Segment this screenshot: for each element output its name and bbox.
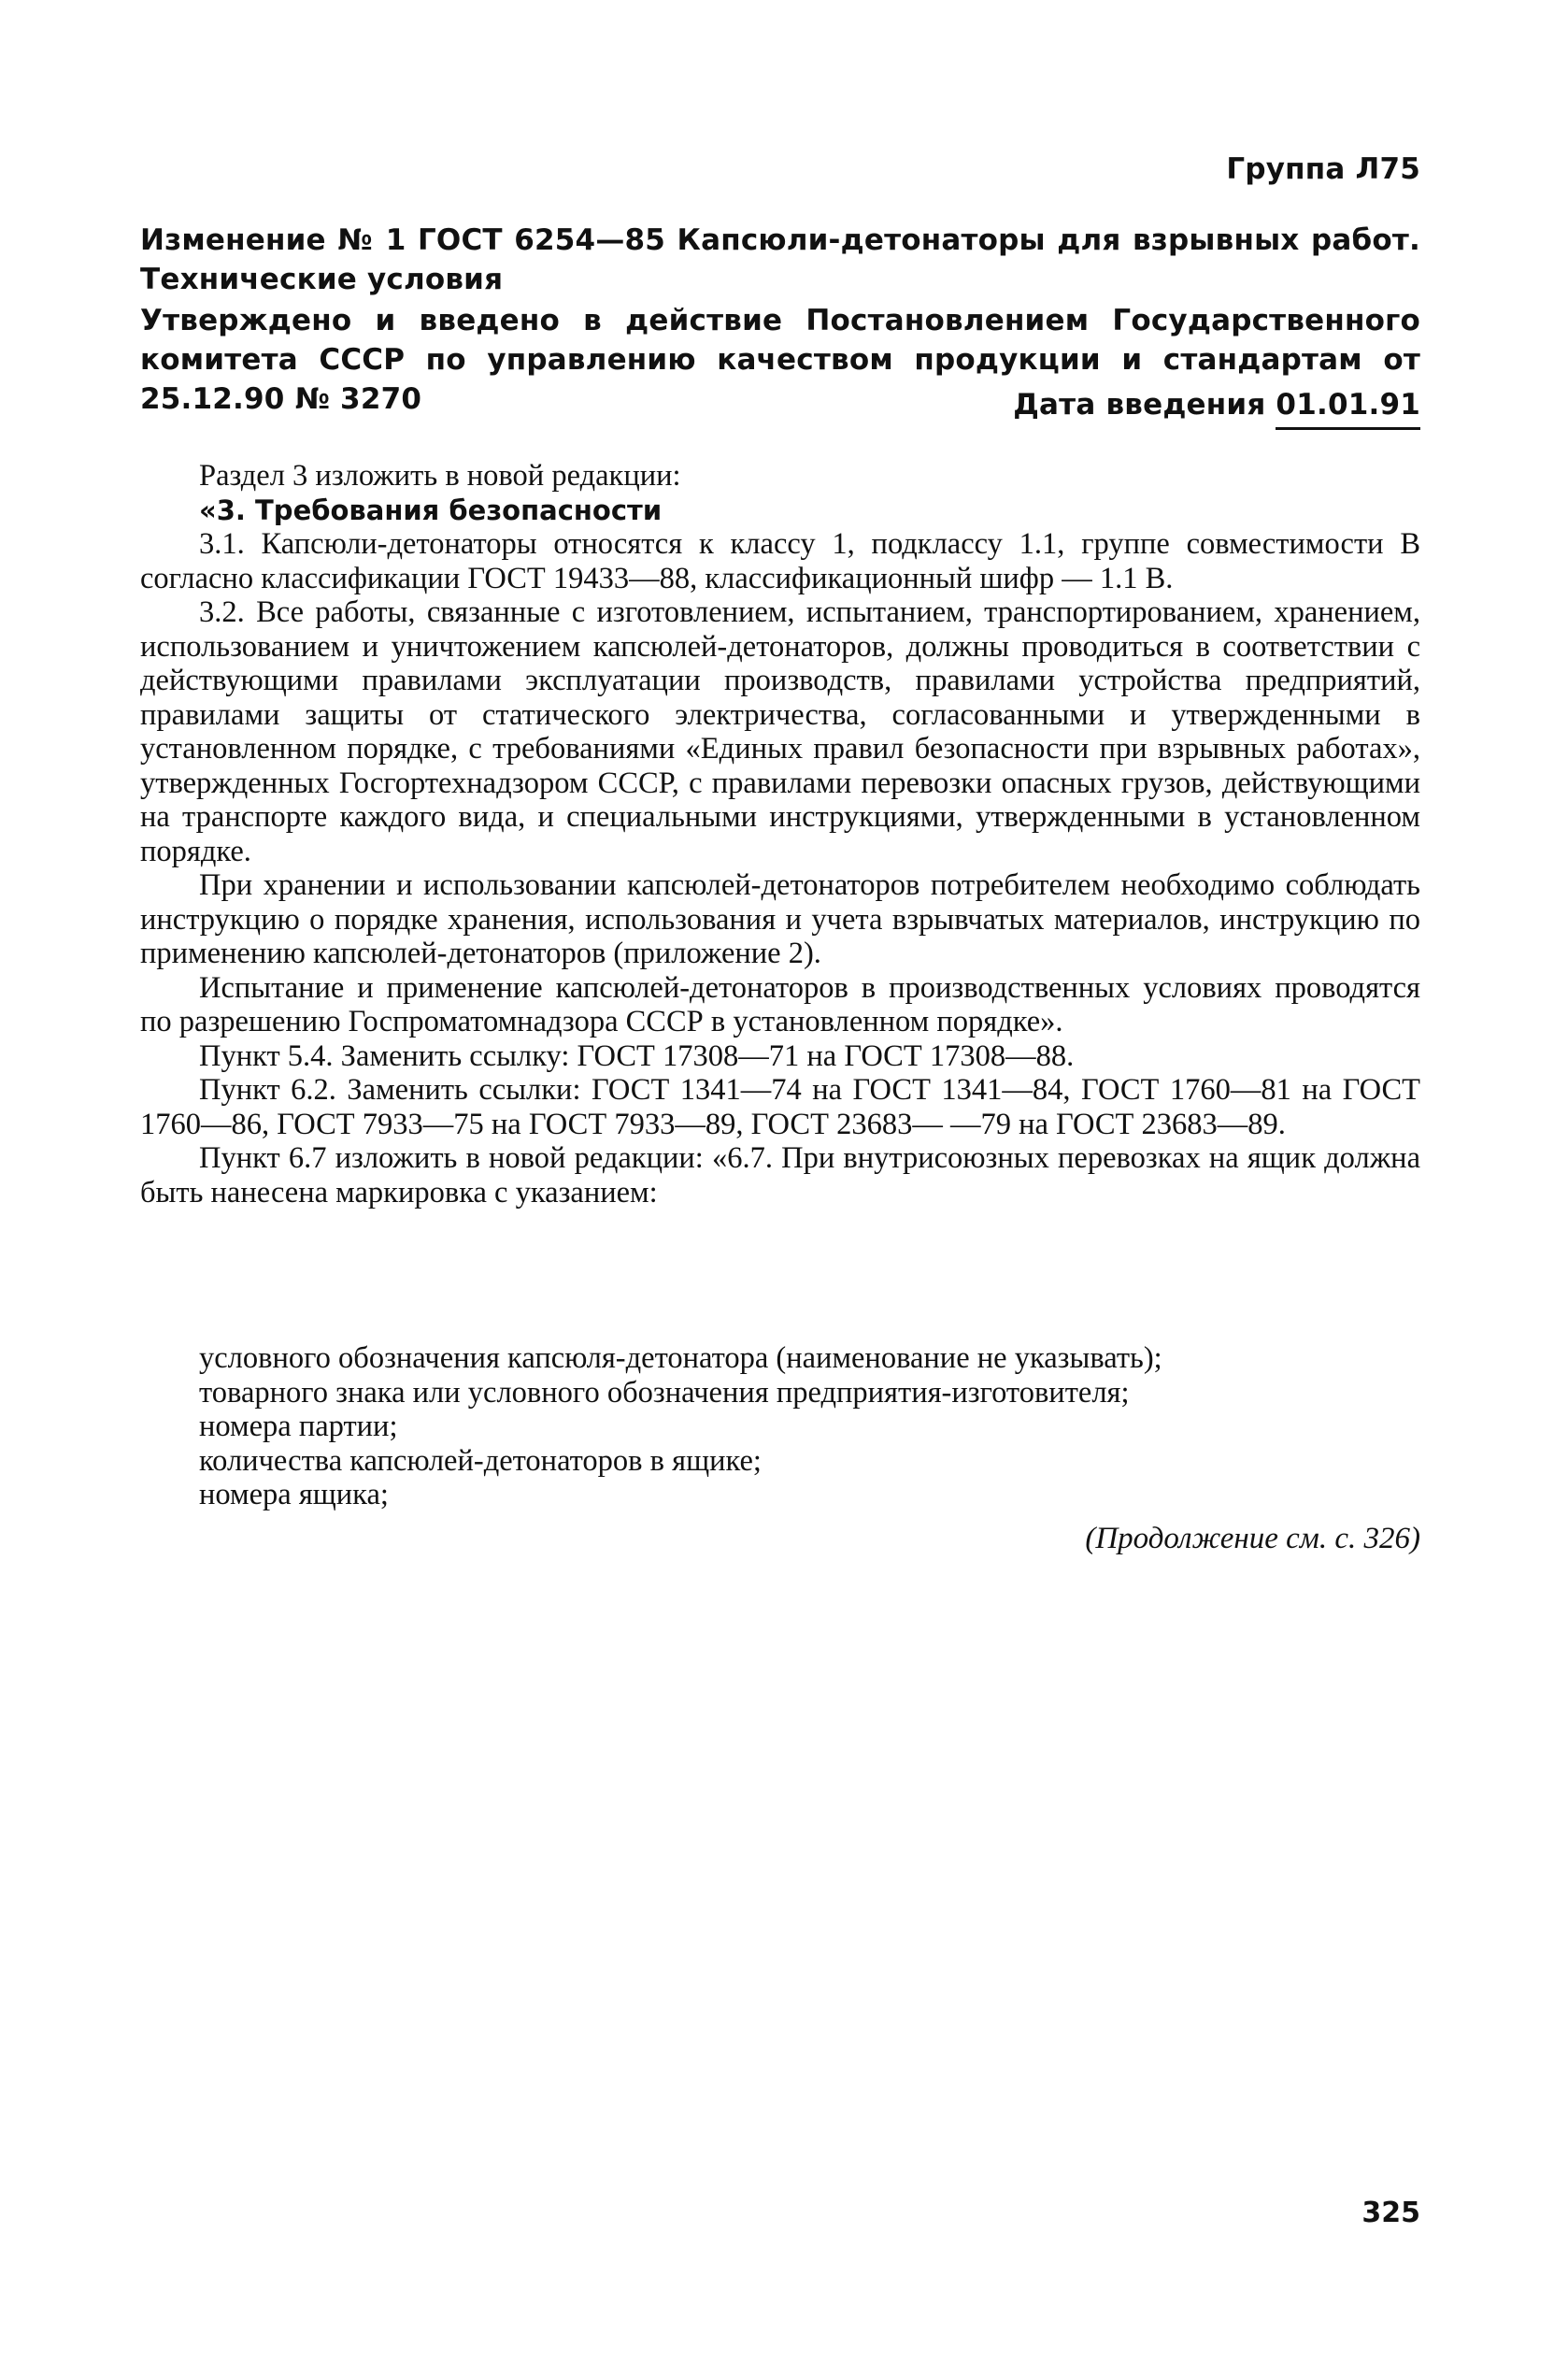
list-item: количества капсюлей-детонаторов в ящике;: [199, 1443, 762, 1478]
approval-statement: Утверждено и введено в действие Постановлением Государственного комитета СССР по управлению качеством продукции и стандартам от 25.12.90 № 3270: [140, 304, 1420, 416]
paragraph-section-intro: Раздел 3 изложить в новой редакции:: [199, 459, 681, 493]
paragraph-5-4: Пункт 5.4. Заменить ссылку: ГОСТ 17308—71 на ГОСТ 17308—88.: [199, 1038, 1075, 1073]
group-code: Группа Л75: [1226, 152, 1420, 186]
paragraph-6-2: Пункт 6.2. Заменить ссылки: ГОСТ 1341—74 на ГОСТ 1341—84, ГОСТ 1760—81 на ГОСТ 1760—86, ГОСТ 7933—75 на ГОСТ 7933—89, ГОСТ 23683— —79 на ГОСТ 23683—89.: [140, 1073, 1420, 1141]
list-item: товарного знака или условного обозначения предприятия-изготовителя;: [199, 1375, 1130, 1410]
effective-date: [1013, 388, 1420, 422]
page-number: 325: [1361, 2197, 1420, 2229]
paragraph-3-1: 3.1. Капсюли-детонаторы относятся к классу 1, подклассу 1.1, группе совместимости В согласно классификации ГОСТ 19433—88, классификационный шифр — 1.1 В.: [140, 527, 1420, 595]
paragraph-storage: При хранении и использовании капсюлей-детонаторов потребителем необходимо соблюдать инструкцию о порядке хранения, использования и учета взрывчатых материалов, инструкцию по применению капсюлей-детонаторов (приложение 2).: [140, 868, 1420, 970]
change-title: Изменение № 1 ГОСТ 6254—85 Капсюли-детонаторы для взрывных работ. Технические условия: [140, 223, 1420, 296]
paragraph-testing: Испытание и применение капсюлей-детонаторов в производственных условиях проводятся по разрешению Госпроматомнадзора СССР в установленном порядке».: [140, 970, 1420, 1038]
effective-date-value: 01.01.91: [1276, 388, 1420, 430]
paragraph-6-7: Пункт 6.7 изложить в новой редакции: «6.7. При внутрисоюзных перевозках на ящик должна быть нанесена маркировка с указанием:: [140, 1141, 1420, 1210]
paragraph-section-heading: «3. Требования безопасности: [199, 494, 663, 526]
effective-date-label: Дата введения: [1013, 388, 1266, 422]
list-item: условного обозначения капсюля-детонатора (наименование не указывать);: [199, 1341, 1162, 1375]
paragraph-3-2: 3.2. Все работы, связанные с изготовлением, испытанием, транспортированием, хранением, использованием и уничтожением капсюлей-детонаторов, должны проводиться в соответствии с действующими правилами эксплуатации производств, правилами устройства предприятий, правилами защиты от статического электричества, согласованными и утвержденными в установленном порядке, с требованиями «Единых правил безопасности при взрывных работах», утвержденных Госгортехнадзором СССР, с правилами перевозки опасных грузов, действующими на транспорте каждого вида, и специальными инструкциями, утвержденными в установленном порядке.: [140, 595, 1420, 868]
marking-list: [199, 1341, 1423, 1512]
list-item: номера партии;: [199, 1410, 398, 1443]
list-item: номера ящика;: [199, 1478, 389, 1511]
body-section: [140, 459, 1420, 1210]
continuation-note: (Продолжение см. с. 326): [1085, 1522, 1420, 1555]
